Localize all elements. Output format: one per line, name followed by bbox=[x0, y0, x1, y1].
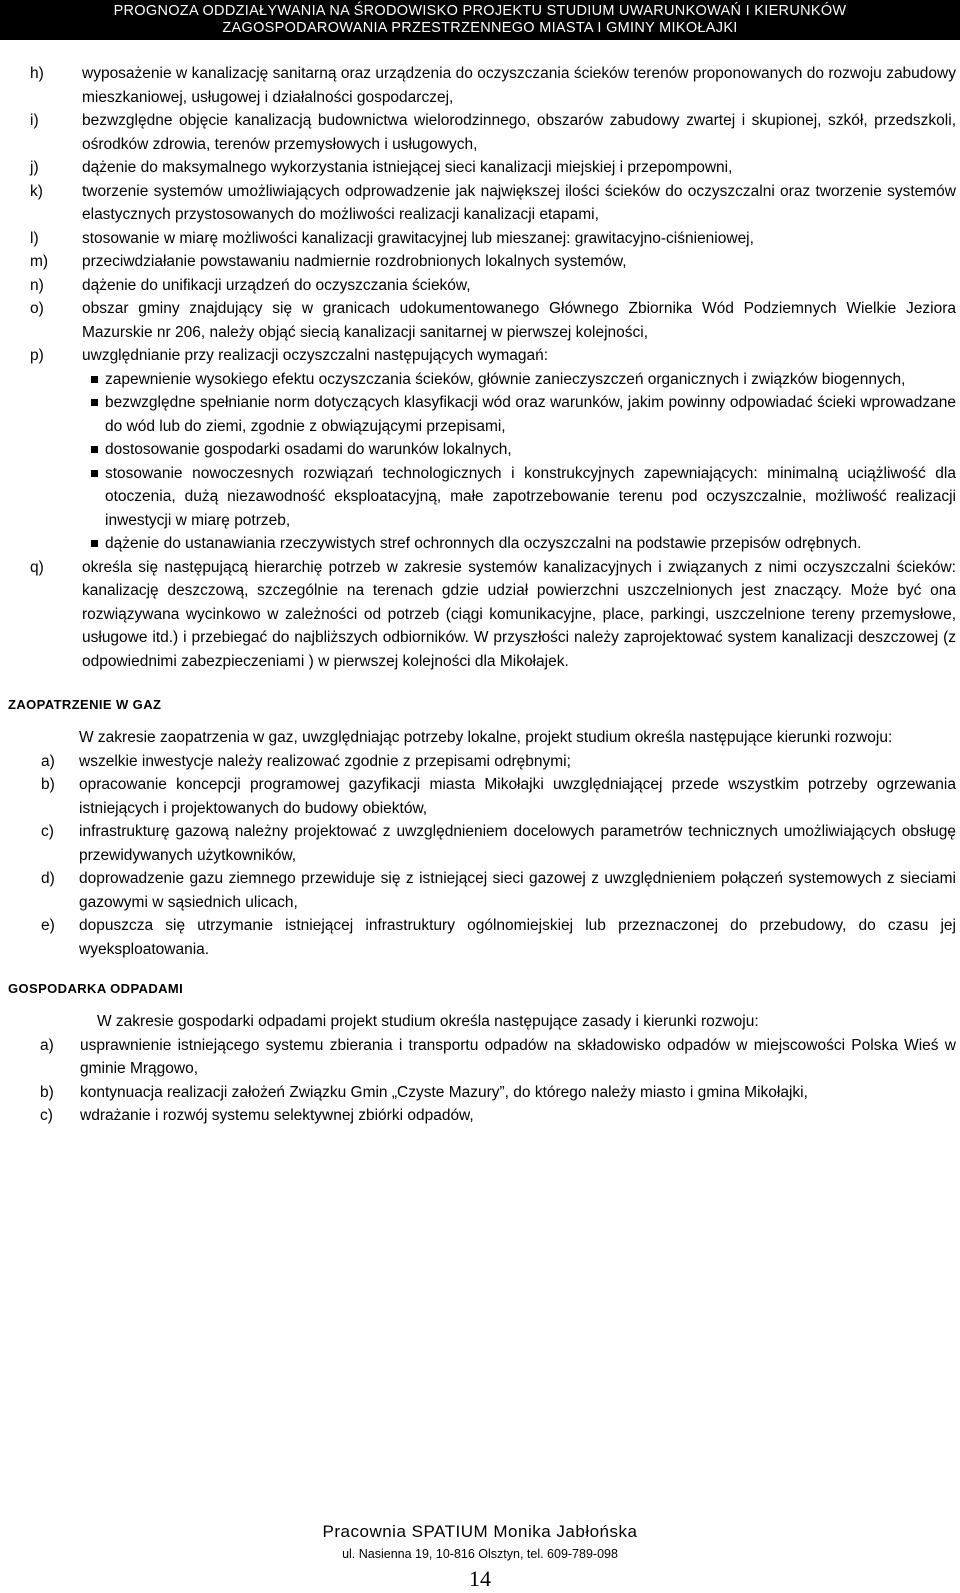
list-item: a) usprawnienie istniejącego systemu zbierania i transportu odpadów na składowisko odpadów w miejscowości Polska Wieś w gminie Mrągowo, bbox=[40, 1036, 956, 1077]
sewage-list bbox=[30, 62, 956, 673]
gas-intro: W zakresie zaopatrzenia w gaz, uwzględniając potrzeby lokalne, projekt studium określa następujące kierunki rozwoju: bbox=[79, 729, 893, 746]
list-item: e) dopuszcza się utrzymanie istniejącej infrastruktury ogólnomiejskiej lub przeznaczonej do przebudowy, do czasu jej wyeksploatowania. bbox=[41, 917, 956, 958]
list-item: i) bezwzględne objęcie kanalizacją budownictwa wielorodzinnego, obszarów zabudowy zwartej i skupionej, szkół, przedszkoli, ośrodków zdrowia, terenów przemysłowych i usługowych, bbox=[30, 112, 956, 153]
waste-intro: W zakresie gospodarki odpadami projekt studium określa następujące zasady i kierunki rozwoju: bbox=[97, 1013, 759, 1030]
section-heading-waste: GOSPODARKA ODPADAMI bbox=[8, 981, 184, 996]
list-item: k) tworzenie systemów umożliwiających odprowadzenie jak największej ilości ścieków do oczyszczalni oraz tworzenie systemów elastycznych przystosowanych do możliwości realizacji kanalizacji etapami, bbox=[30, 182, 956, 223]
bullet-item: dostosowanie gospodarki osadami do warunków lokalnych, bbox=[91, 438, 956, 462]
page-body bbox=[0, 62, 960, 1128]
list-item: o) obszar gminy znajdujący się w granicach udokumentowanego Głównego Zbiornika Wód Podziemnych Wielkie Jeziora Mazurskie nr 206, należy objąć siecią kanalizacji sanitarnej w pierwszej kolejności, bbox=[30, 300, 956, 341]
list-item: b) kontynuacja realizacji założeń Związku Gmin „Czyste Mazury”, do którego należy miasto i gmina Mikołajki, bbox=[40, 1083, 808, 1101]
bullet-item: dążenie do ustanawiania rzeczywistych stref ochronnych dla oczyszczalni na podstawie przepisów odrębnych. bbox=[91, 532, 956, 556]
footer-company: Pracownia SPATIUM Monika Jabłońska bbox=[322, 1522, 638, 1541]
list-item: p) uwzględnianie przy realizacji oczyszczalni następujących wymagań: bbox=[30, 347, 549, 364]
gas-list bbox=[41, 750, 956, 962]
footer-address: ul. Nasienna 19, 10-816 Olsztyn, tel. 609-789-098 bbox=[342, 1547, 618, 1561]
list-item: h) wyposażenie w kanalizację sanitarną oraz urządzenia do oczyszczania ścieków terenów proponowanych do rozwoju zabudowy mieszkaniowej, usługowej i działalności gospodarczej, bbox=[30, 65, 956, 106]
requirements-bullets bbox=[91, 368, 956, 556]
waste-list bbox=[40, 1034, 956, 1128]
header-line-2: ZAGOSPODAROWANIA PRZESTRZENNEGO MIASTA I GMINY MIKOŁAJKI bbox=[222, 20, 738, 36]
list-item: l) stosowanie w miarę możliwości kanalizacji grawitacyjnej lub mieszanej: grawitacyjno-ciśnieniowej, bbox=[30, 229, 754, 247]
section-heading-gas: ZAOPATRZENIE W GAZ bbox=[8, 697, 162, 712]
list-item: q) określa się następującą hierarchię potrzeb w zakresie systemów kanalizacyjnych i związanych z nimi oczyszczalni ścieków: kanalizację deszczową, szczególnie na terenach gdzie udział powierzchni uszczelnionych jest znaczący. Może być ona rozwiązywana wycinkowo w zależności od potrzeb (ciągi komunikacyjne, place, parkingi, uszczelnione tereny przemysłowe, usługowe itd.) i przebiegać do najbliższych odbiorników. W przyszłości należy zaprojektować system kanalizacji deszczowej (z odpowiednimi zabezpieczeniami ) w pierwszej kolejności dla Mikołajek. bbox=[30, 558, 956, 670]
header-line-1: PROGNOZA ODDZIAŁYWANIA NA ŚRODOWISKO PROJEKTU STUDIUM UWARUNKOWAŃ I KIERUNKÓW bbox=[113, 3, 847, 19]
list-item: m) przeciwdziałanie powstawaniu nadmiernie rozdrobnionych lokalnych systemów, bbox=[30, 253, 627, 270]
list-item: c) wdrażanie i rozwój systemu selektywnej zbiórki odpadów, bbox=[40, 1107, 474, 1124]
bullet-item: zapewnienie wysokiego efektu oczyszczania ścieków, głównie zanieczyszczeń organicznych i związków biogennych, bbox=[91, 368, 956, 392]
list-item: n) dążenie do unifikacji urządzeń do oczyszczania ścieków, bbox=[30, 276, 471, 294]
list-item: j) dążenie do maksymalnego wykorzystania istniejącej sieci kanalizacji miejskiej i przepompowni, bbox=[30, 159, 733, 176]
page-number: 14 bbox=[469, 1566, 491, 1591]
list-item: a) wszelkie inwestycje należy realizować zgodnie z przepisami odrębnymi; bbox=[41, 752, 571, 770]
document-header bbox=[0, 0, 960, 40]
list-item: d) doprowadzenie gazu ziemnego przewiduje się z istniejącej sieci gazowej z uwzględnieniem połączeń systemowych z sieciami gazowymi w sąsiednich ulicach, bbox=[41, 870, 956, 911]
bullet-item: stosowanie nowoczesnych rozwiązań technologicznych i konstrukcyjnych zapewniających: minimalną uciążliwość dla otoczenia, dużą niezawodność eksploatacyjną, małe zapotrzebowanie terenu pod oczyszczalnie, możliwość realizacji inwestycji w miarę potrzeb, bbox=[91, 462, 956, 533]
bullet-item: bezwzględne spełnianie norm dotyczących klasyfikacji wód oraz warunków, jakim powinny odpowiadać ścieki wprowadzane do wód lub do ziemi, zgodnie z obwiązującymi przepisami, bbox=[91, 391, 956, 438]
list-item: c) infrastrukturę gazową należny projektować z uwzględnieniem docelowych parametrów technicznych umożliwiających obsługę przewidywanych użytkowników, bbox=[41, 823, 956, 864]
list-item: b) opracowanie koncepcji programowej gazyfikacji miasta Mikołajki uwzględniającej przede wszystkim potrzeby ogrzewania istniejących i projektowanych do budowy obiektów, bbox=[41, 776, 956, 817]
